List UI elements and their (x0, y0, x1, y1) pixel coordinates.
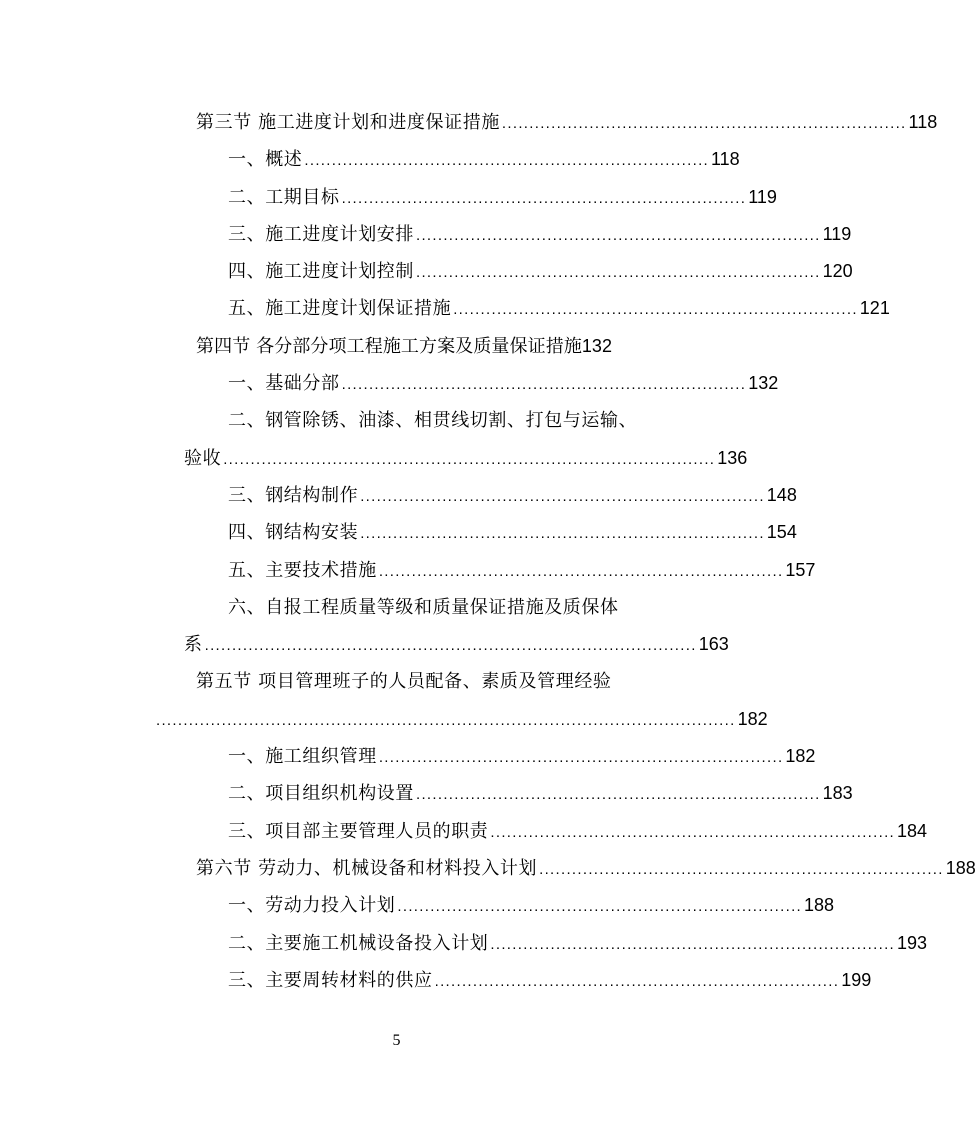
toc-entry[interactable] (156, 738, 816, 775)
dot-leader: .......................................................................... (501, 115, 907, 132)
toc-label: 一、基础分部 (228, 373, 340, 395)
toc-page: 199 (841, 969, 872, 990)
toc-page: 188 (945, 857, 976, 878)
toc-label: 系 (184, 634, 203, 656)
toc-label: 六、自报工程质量等级和质量保证措施及质保体 (228, 596, 619, 618)
dot-leader: .......................................................................................................... (156, 711, 736, 729)
toc-label: 四、施工进度计划控制 (228, 261, 414, 283)
toc-label: 验收 (184, 447, 222, 469)
dot-leader: .......................................................................... (341, 376, 747, 394)
toc-entry-line2[interactable] (156, 440, 748, 477)
dot-leader: .......................................................................... (304, 152, 709, 170)
toc-entry[interactable] (156, 514, 797, 551)
dot-leader: .......................................................................................... (204, 637, 697, 655)
dot-leader: .......................................................................... (453, 301, 858, 319)
dot-leader: .......................................................................... (490, 823, 895, 841)
toc-page: 120 (822, 261, 853, 282)
toc-page: 184 (897, 820, 928, 841)
toc-entry-line1[interactable] (156, 589, 673, 626)
toc-label: 一、劳动力投入计划 (228, 895, 396, 917)
toc-label: 第五节 项目管理班子的人员配备、素质及管理经验 (196, 671, 612, 693)
toc-label: 第三节 施工进度计划和进度保证措施 (196, 112, 500, 133)
dot-leader: .......................................................................... (378, 562, 784, 580)
toc-label: 第六节 劳动力、机械设备和材料投入计划 (196, 857, 538, 879)
dot-leader: .......................................................................... (360, 487, 765, 505)
toc-page: 154 (766, 522, 797, 543)
toc-label: 一、概述 (228, 149, 303, 171)
toc-label: 三、主要周转材料的供应 (228, 969, 433, 991)
toc-label: 第四节 各分部分项工程施工方案及质量保证措施 (196, 335, 582, 357)
toc-entry[interactable] (156, 850, 976, 887)
toc-page: 132 (581, 335, 612, 356)
toc-entry[interactable] (156, 365, 779, 402)
toc-entry[interactable] (156, 813, 928, 850)
toc-label: 二、工期目标 (228, 186, 340, 208)
toc-label: 五、施工进度计划保证措施 (228, 298, 452, 320)
toc-entry[interactable] (156, 141, 740, 178)
toc-entry[interactable] (156, 962, 872, 999)
toc-page: 118 (711, 149, 740, 170)
toc-label: 二、钢管除锈、油漆、相贯线切割、打包与运输、 (228, 410, 638, 432)
toc-entry-line1[interactable] (156, 402, 673, 439)
toc-page: 182 (737, 708, 768, 729)
toc-entry[interactable] (156, 477, 797, 514)
toc-entry[interactable] (156, 104, 938, 141)
toc-page: 193 (897, 932, 928, 953)
dot-leader: .......................................................................... (434, 972, 840, 990)
toc-entry[interactable] (156, 552, 816, 589)
toc-page: 136 (717, 447, 748, 468)
toc-page: 188 (804, 895, 835, 916)
dot-leader: .......................................................................... (360, 525, 765, 543)
toc-label: 一、施工组织管理 (228, 746, 377, 768)
toc-page: 119 (748, 186, 777, 207)
dot-leader: .......................................................................... (378, 749, 784, 767)
toc-entry[interactable] (156, 887, 835, 924)
toc-page: 121 (859, 298, 890, 319)
dot-leader: .......................................................................................... (223, 450, 716, 468)
toc-page: 148 (766, 484, 797, 505)
toc-label: 五、主要技术措施 (228, 559, 377, 581)
toc-entry-line2[interactable] (156, 701, 768, 738)
toc-label: 三、项目部主要管理人员的职责 (228, 820, 489, 842)
toc-page: 132 (748, 373, 779, 394)
toc-page: 119 (822, 223, 852, 244)
toc-entry-line2[interactable] (156, 626, 729, 663)
dot-leader: .......................................................................... (539, 860, 944, 878)
page-number: 5 (392, 1032, 401, 1049)
dot-leader: .......................................................................... (490, 935, 895, 953)
toc-entry-line1[interactable] (156, 663, 673, 700)
toc-entry[interactable] (156, 216, 852, 253)
toc-entry[interactable] (156, 253, 853, 290)
toc-label: 三、施工进度计划安排 (228, 223, 414, 245)
toc-label: 二、主要施工机械设备投入计划 (228, 932, 489, 954)
toc-label: 二、项目组织机构设置 (228, 783, 414, 805)
toc-page: 163 (698, 634, 729, 655)
dot-leader: .......................................................................... (416, 226, 821, 244)
toc-page: 118 (908, 112, 938, 132)
toc-entry[interactable] (156, 179, 777, 216)
toc-entry[interactable] (156, 290, 890, 327)
toc-page: 182 (785, 746, 816, 767)
dot-leader: .......................................................................... (416, 786, 821, 804)
toc-label: 四、钢结构安装 (228, 522, 359, 544)
toc-entry[interactable] (156, 775, 853, 812)
table-of-contents (156, 104, 976, 999)
toc-label: 三、钢结构制作 (228, 484, 359, 506)
toc-entry[interactable] (156, 328, 673, 365)
toc-page: 183 (822, 783, 853, 804)
toc-page: 157 (785, 559, 816, 580)
dot-leader: .......................................................................... (341, 189, 747, 207)
dot-leader: .......................................................................... (416, 264, 821, 282)
toc-entry[interactable] (156, 925, 928, 962)
dot-leader: .......................................................................... (397, 898, 802, 916)
